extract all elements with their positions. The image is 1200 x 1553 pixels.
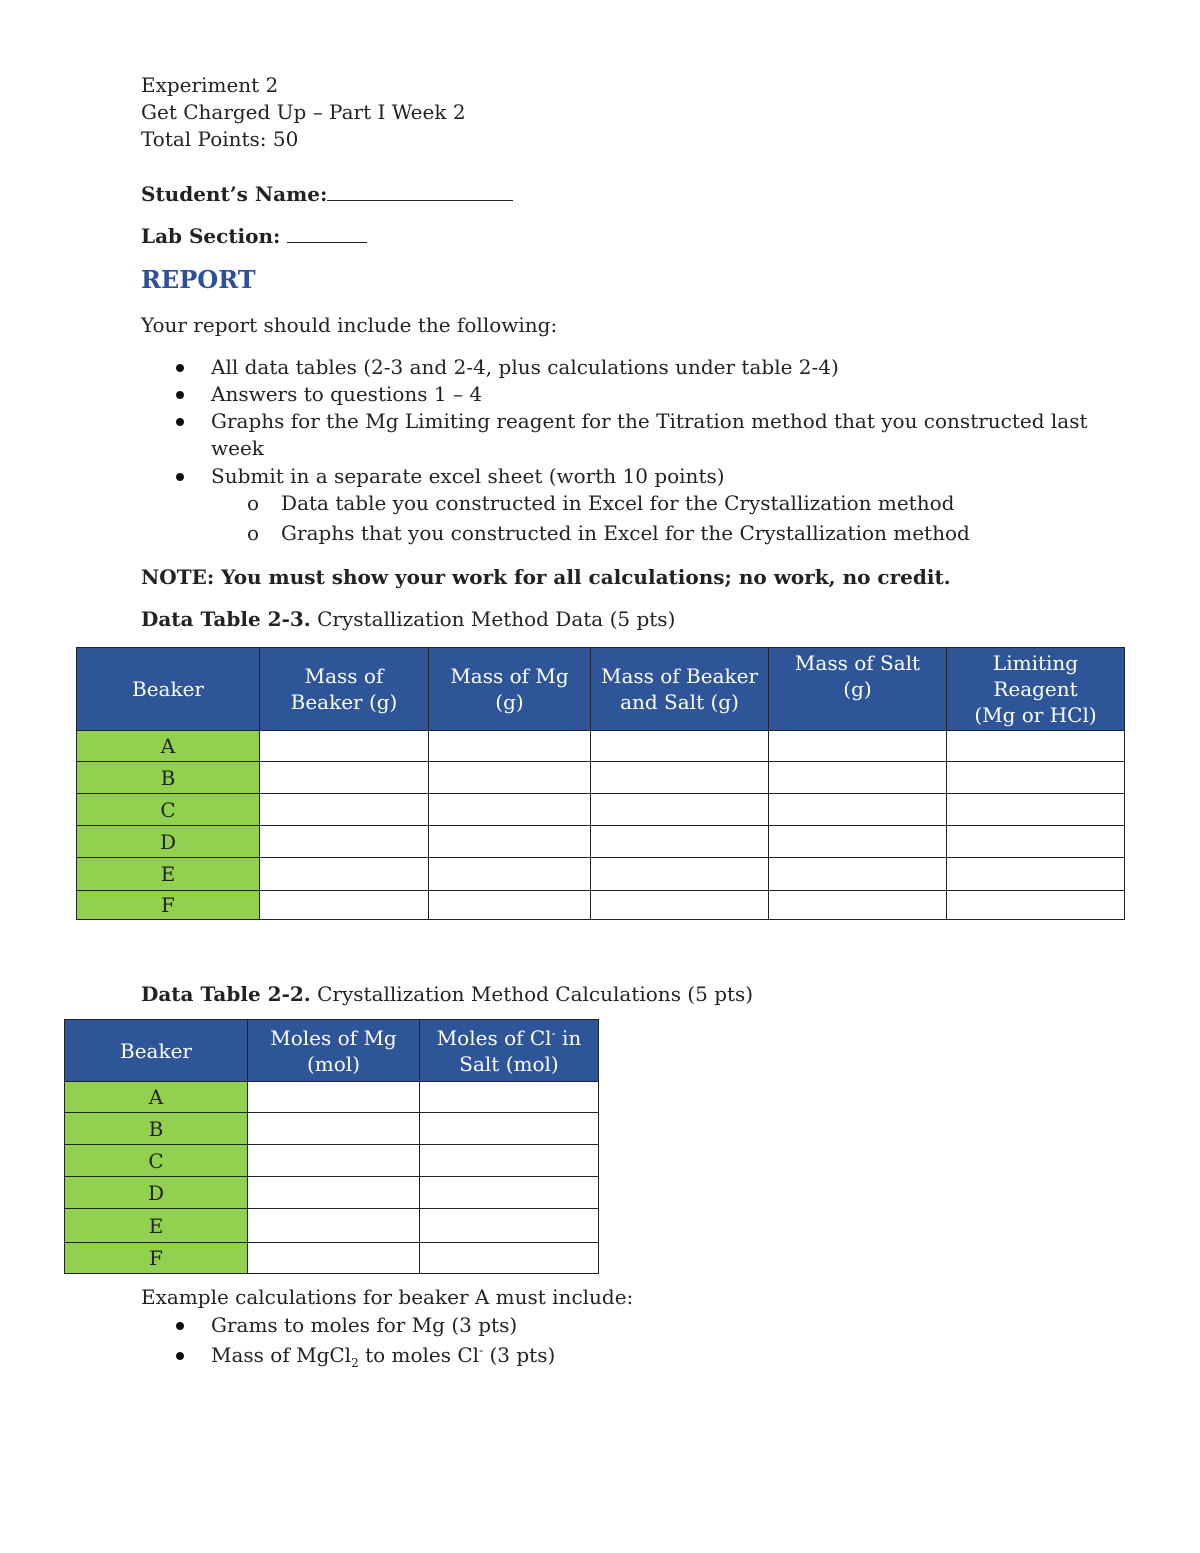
data-cell[interactable] [947, 794, 1125, 826]
student-name-label: Student’s Name: [141, 182, 328, 206]
data-cell[interactable] [591, 762, 769, 794]
table-header-row [65, 1020, 599, 1082]
crystallization-data-table [76, 647, 1125, 920]
data-cell[interactable] [429, 826, 591, 858]
data-cell[interactable] [248, 1177, 420, 1209]
report-bullet: Answers to questions 1 – 4 [211, 382, 483, 406]
beaker-label: C [77, 794, 260, 826]
data-cell[interactable] [260, 731, 429, 762]
table1-caption [141, 606, 675, 633]
report-bullet-continuation: week [211, 436, 264, 460]
data-cell[interactable] [248, 1209, 420, 1243]
table-row [65, 1177, 599, 1209]
beaker-label: D [77, 826, 260, 858]
bullet-icon [176, 1322, 184, 1330]
report-heading: REPORT [141, 265, 256, 294]
data-cell[interactable] [947, 762, 1125, 794]
beaker-label: F [77, 891, 260, 920]
data-cell[interactable] [769, 891, 947, 920]
experiment-title: Get Charged Up – Part I Week 2 [141, 100, 466, 124]
report-intro: Your report should include the following: [141, 313, 558, 337]
data-cell[interactable] [947, 731, 1125, 762]
report-sub-bullet [247, 490, 954, 517]
calculation-bullet: Grams to moles for Mg (3 pts) [211, 1313, 518, 1337]
table-header-row [77, 648, 1125, 731]
table-row [77, 891, 1125, 920]
table-row [65, 1082, 599, 1113]
report-sub-bullet [247, 520, 970, 547]
data-cell[interactable] [420, 1209, 599, 1243]
data-cell[interactable] [429, 858, 591, 891]
beaker-label: F [65, 1243, 248, 1274]
data-cell[interactable] [591, 858, 769, 891]
data-cell[interactable] [248, 1113, 420, 1145]
beaker-label: B [77, 762, 260, 794]
report-bullet: Submit in a separate excel sheet (worth 10 points) [211, 464, 725, 488]
data-cell[interactable] [420, 1145, 599, 1177]
table-row [77, 731, 1125, 762]
data-cell[interactable] [591, 794, 769, 826]
data-cell[interactable] [769, 826, 947, 858]
data-cell[interactable] [429, 891, 591, 920]
column-header-mass-of-beaker-and-salt: Mass of Beaker and Salt (g) [591, 648, 769, 731]
column-header-beaker: Beaker [77, 648, 260, 731]
bullet-icon [176, 418, 184, 426]
table2-caption [141, 981, 753, 1008]
table-row [65, 1243, 599, 1274]
report-bullet: Graphs for the Mg Limiting reagent for the Titration method that you constructed last [211, 409, 1088, 433]
data-cell[interactable] [769, 731, 947, 762]
column-header-moles-of-mg: Moles of Mg (mol) [248, 1020, 420, 1082]
data-cell[interactable] [591, 731, 769, 762]
beaker-label: C [65, 1145, 248, 1177]
crystallization-calculations-table [64, 1019, 599, 1274]
table-row [77, 762, 1125, 794]
data-cell[interactable] [429, 731, 591, 762]
data-cell[interactable] [420, 1082, 599, 1113]
data-cell[interactable] [248, 1145, 420, 1177]
experiment-number: Experiment 2 [141, 73, 279, 97]
column-header-beaker: Beaker [65, 1020, 248, 1082]
report-sub-bullet-text: Graphs that you constructed in Excel for the Crystallization method [281, 521, 970, 545]
report-bullet: All data tables (2-3 and 2-4, plus calculations under table 2-4) [211, 355, 839, 379]
student-name-field[interactable] [141, 180, 513, 208]
bullet-icon [176, 473, 184, 481]
data-cell[interactable] [248, 1082, 420, 1113]
data-cell[interactable] [420, 1243, 599, 1274]
data-cell[interactable] [420, 1177, 599, 1209]
bullet-icon [176, 1352, 184, 1360]
work-note: NOTE: You must show your work for all calculations; no work, no credit. [141, 565, 951, 589]
table-row [65, 1145, 599, 1177]
lab-section-blank[interactable] [287, 222, 367, 243]
data-cell[interactable] [769, 762, 947, 794]
bullet-icon [176, 391, 184, 399]
data-cell[interactable] [248, 1243, 420, 1274]
data-cell[interactable] [591, 826, 769, 858]
table-row [65, 1209, 599, 1243]
data-cell[interactable] [947, 858, 1125, 891]
total-points: Total Points: 50 [141, 127, 299, 151]
data-cell[interactable] [260, 826, 429, 858]
table-row [65, 1113, 599, 1145]
bullet-icon [176, 364, 184, 372]
data-cell[interactable] [260, 891, 429, 920]
circle-bullet-icon: o [247, 521, 260, 545]
data-cell[interactable] [591, 891, 769, 920]
table-row [77, 826, 1125, 858]
data-cell[interactable] [947, 826, 1125, 858]
student-name-blank[interactable] [327, 180, 513, 201]
data-cell[interactable] [429, 794, 591, 826]
calculation-bullet: Mass of MgCl$_2$ to moles Cl- (3 pts) [211, 1343, 556, 1370]
table-row [77, 794, 1125, 826]
lab-section-label: Lab Section: [141, 224, 281, 248]
data-cell[interactable] [429, 762, 591, 794]
lab-section-field[interactable] [141, 222, 367, 250]
column-header-limiting-reagent: Limiting Reagent (Mg or HCl) [947, 648, 1125, 731]
beaker-label: D [65, 1177, 248, 1209]
column-header-mass-of-mg: Mass of Mg (g) [429, 648, 591, 731]
data-cell[interactable] [420, 1113, 599, 1145]
beaker-label: A [65, 1082, 248, 1113]
column-header-mass-of-beaker: Mass of Beaker (g) [260, 648, 429, 731]
beaker-label: E [77, 858, 260, 891]
data-cell[interactable] [769, 858, 947, 891]
table1-caption-text: Crystallization Method Data (5 pts) [310, 607, 676, 631]
data-cell[interactable] [260, 858, 429, 891]
data-cell[interactable] [947, 891, 1125, 920]
beaker-label: B [65, 1113, 248, 1145]
data-cell[interactable] [260, 794, 429, 826]
report-sub-bullet-text: Data table you constructed in Excel for the Crystallization method [281, 491, 955, 515]
beaker-label: A [77, 731, 260, 762]
table2-caption-text: Crystallization Method Calculations (5 pts) [310, 982, 754, 1006]
table-row [77, 858, 1125, 891]
beaker-label: E [65, 1209, 248, 1243]
table2-caption-label: Data Table 2-2. [141, 982, 311, 1006]
circle-bullet-icon: o [247, 491, 260, 515]
data-cell[interactable] [260, 762, 429, 794]
column-header-moles-of-cl: Moles of Cl- in Salt (mol) [420, 1020, 599, 1082]
data-cell[interactable] [769, 794, 947, 826]
column-header-mass-of-salt: Mass of Salt (g) [769, 648, 947, 731]
calculations-intro: Example calculations for beaker A must include: [141, 1285, 634, 1309]
table1-caption-label: Data Table 2-3. [141, 607, 311, 631]
